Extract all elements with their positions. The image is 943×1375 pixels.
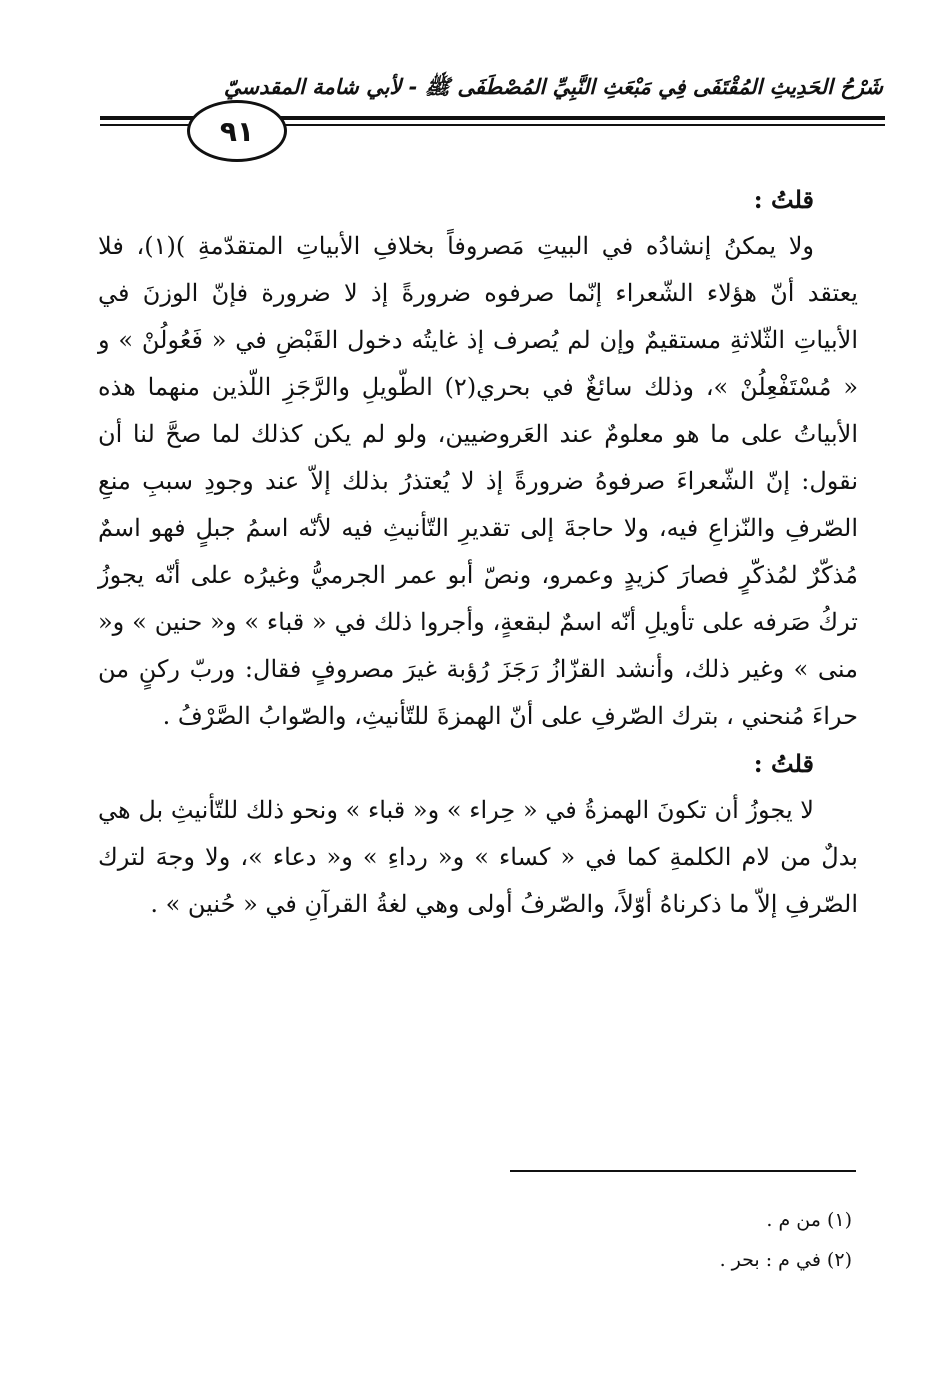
footnote-separator bbox=[510, 1170, 856, 1172]
page-number-badge: ٩١ bbox=[187, 100, 287, 162]
section-heading: قلتُ : bbox=[753, 185, 814, 214]
footnote: (١) من م . bbox=[766, 1209, 852, 1231]
page-header bbox=[0, 0, 943, 175]
section-heading: قلتُ : bbox=[753, 749, 814, 778]
running-title: شَرْحُ الحَدِيثِ المُقْتَفَى فِي مَبْعَثِ النَّبِيِّ المُصْطَفَى ﷺ - لأبي شامة المقدسيّ bbox=[223, 75, 883, 99]
footnotes bbox=[400, 1200, 856, 1280]
footnote: (٢) في م : بحر . bbox=[719, 1249, 852, 1271]
paragraph: لا يجوزُ أن تكونَ الهمزةُ في « حِراء » و« قباء » ونحو ذلك للتّأنيثِ بل هي بدلٌ من لام الكلمةِ كما في « كساء » و« رداءِ » و« دعاء »، ولا وجهَ لترك الصّرفِ إلاّ ما ذكرناهُ أوّلاً، والصّرفُ أولى وهي لغةُ القرآنِ في « حُنين » . bbox=[98, 796, 858, 918]
paragraph: ولا يمكنُ إنشادُه في البيتِ مَصروفاً بخلافِ الأبياتِ المتقدّمةِ )(١)، فلا يعتقد أنّ هؤلاء الشّعراء إنّما صرفوه ضرورةً إذ لا ضرورة فإنّ الوزنَ في الأبياتِ الثّلاثةِ مستقيمٌ وإن لم يُصرف إذ غايتُه دخول القَبْضِ في « فَعُولُنْ » و « مُسْتَفْعِلُنْ »، وذلك سائغٌ في بحري(٢) الطّويلِ والرَّجَزِ اللّذين منهما هذه الأبياتُ على ما هو معلومٌ عند العَروضيين، ولو لم يكن كذلك لما صحَّ لنا أن نقول: إنّ الشّعراءَ صرفوهُ ضرورةً إذ لا يُعتذرُ بذلك إلاّ عند وجودِ سببِ منعِ الصّرفِ والنّزاعِ فيه، ولا حاجةَ إلى تقديرِ التّأنيثِ فيه لأنّه اسمُ جبلٍ فهو اسمٌ مُذكّرٌ لمُذكّرٍ فصارَ كزيدٍ وعمرو، ونصّ أبو عمر الجرميُّ وغيرُه على أنّه يجوزُ تركُ صَرفه على تأويلِ أنّه اسمٌ لبقعةٍ، وأجروا ذلك في « قباء » و« حنين » و« منى » وغير ذلك، وأنشد القزّازُ رَجَزَ رُؤبة غيرَ مصروفٍ فقال: وربّ ركنٍ من حراءَ مُنحني ، بترك الصّرفِ على أنّ الهمزةَ للتّأنيثِ، والصّوابُ الصَّرْفُ . bbox=[98, 232, 859, 730]
main-text bbox=[98, 176, 858, 928]
